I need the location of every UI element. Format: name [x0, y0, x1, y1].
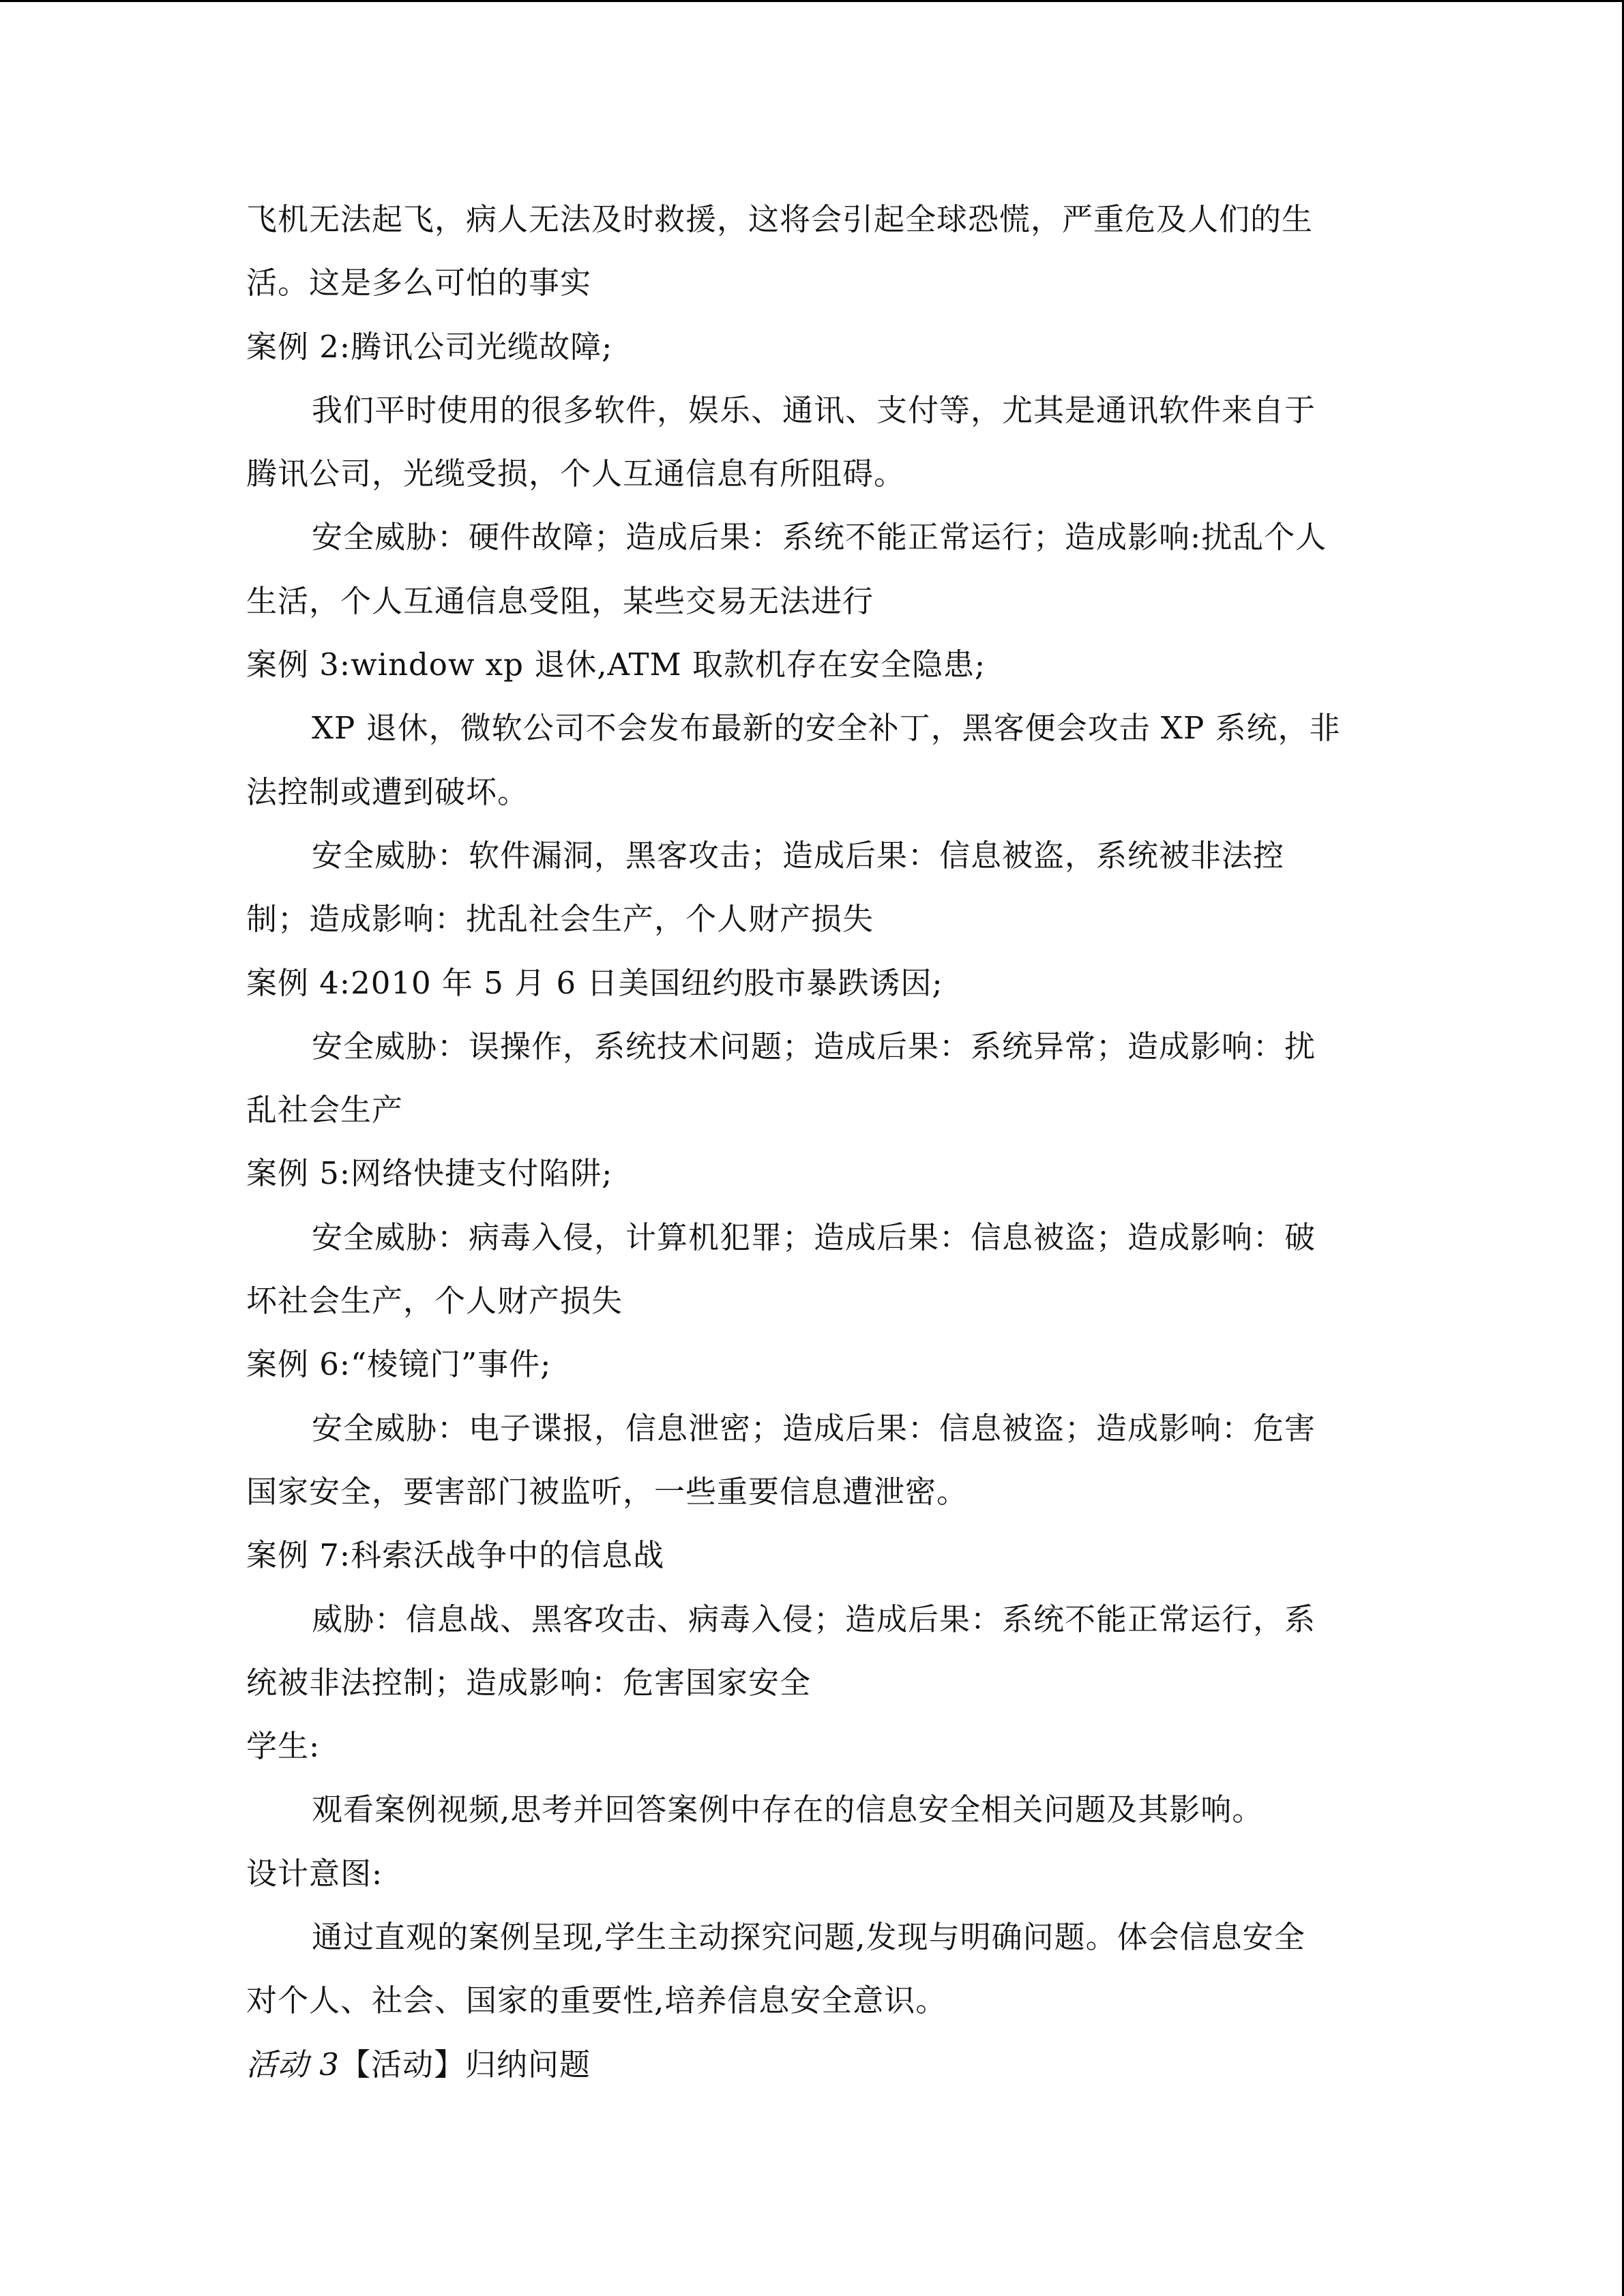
case-heading: 案例 7:科索沃战争中的信息战 — [246, 1537, 665, 1574]
text-line: 安全威胁：误操作，系统技术问题；造成后果：系统异常；造成影响：扰 — [312, 1028, 1316, 1064]
text-line: 法控制或遭到破坏。 — [246, 773, 529, 810]
text-line: 飞机无法起飞，病人无法及时救援，这将会引起全球恐慌，严重危及人们的生 — [246, 201, 1314, 237]
case-heading: 案例 5:网络快捷支付陷阱; — [246, 1155, 613, 1192]
text-line: 制；造成影响：扰乱社会生产，个人财产损失 — [246, 901, 874, 938]
text-line: 统被非法控制；造成影响：危害国家安全 — [246, 1664, 812, 1701]
case-heading: 案例 3:window xp 退休,ATM 取款机存在安全隐患; — [246, 646, 986, 683]
section-label-design-intent: 设计意图: — [246, 1855, 383, 1892]
case-heading: 案例 2:腾讯公司光缆故障; — [246, 328, 613, 365]
text-line: 安全威胁：电子谍报，信息泄密；造成后果：信息被盗；造成影响：危害 — [312, 1410, 1316, 1446]
text-line: 腾讯公司，光缆受损，个人互通信息有所阻碍。 — [246, 456, 906, 492]
text-line: 生活，个人互通信息受阻，某些交易无法进行 — [246, 582, 874, 619]
activity-label: 【活动】归纳问题 — [339, 2046, 591, 2083]
text-line: 活。这是多么可怕的事实 — [246, 265, 592, 301]
document-body — [246, 188, 1378, 2096]
text-line: 乱社会生产 — [246, 1092, 404, 1129]
text-line: XP 退休，微软公司不会发布最新的安全补丁，黑客便会攻击 XP 系统，非 — [312, 710, 1341, 747]
text-line: 我们平时使用的很多软件，娱乐、通讯、支付等，尤其是通讯软件来自于 — [312, 391, 1316, 428]
activity-heading — [246, 2033, 1378, 2096]
text-line: 国家安全，要害部门被监听，一些重要信息遭泄密。 — [246, 1473, 969, 1510]
text-line: 对个人、社会、国家的重要性,培养信息安全意识。 — [246, 1982, 947, 2019]
activity-prefix: 活动 3 — [246, 2046, 340, 2083]
text-line: 安全威胁：硬件故障；造成后果：系统不能正常运行；造成影响:扰乱个人 — [312, 519, 1327, 556]
text-line: 坏社会生产，个人财产损失 — [246, 1283, 623, 1320]
text-line: 安全威胁：软件漏洞，黑客攻击；造成后果：信息被盗，系统被非法控 — [312, 837, 1285, 874]
text-line: 安全威胁：病毒入侵，计算机犯罪；造成后果：信息被盗；造成影响：破 — [312, 1219, 1316, 1255]
case-heading: 案例 6:“棱镜门”事件; — [246, 1346, 552, 1383]
text-line: 观看案例视频,思考并回答案例中存在的信息安全相关问题及其影响。 — [312, 1791, 1264, 1828]
case-heading: 案例 4:2010 年 5 月 6 日美国纽约股市暴跌诱因; — [246, 964, 943, 1001]
text-line: 通过直观的案例呈现,学生主动探究问题,发现与明确问题。体会信息安全 — [312, 1919, 1305, 1956]
text-line: 威胁：信息战、黑客攻击、病毒入侵；造成后果：系统不能正常运行，系 — [312, 1600, 1316, 1637]
section-label-student: 学生: — [246, 1728, 321, 1765]
